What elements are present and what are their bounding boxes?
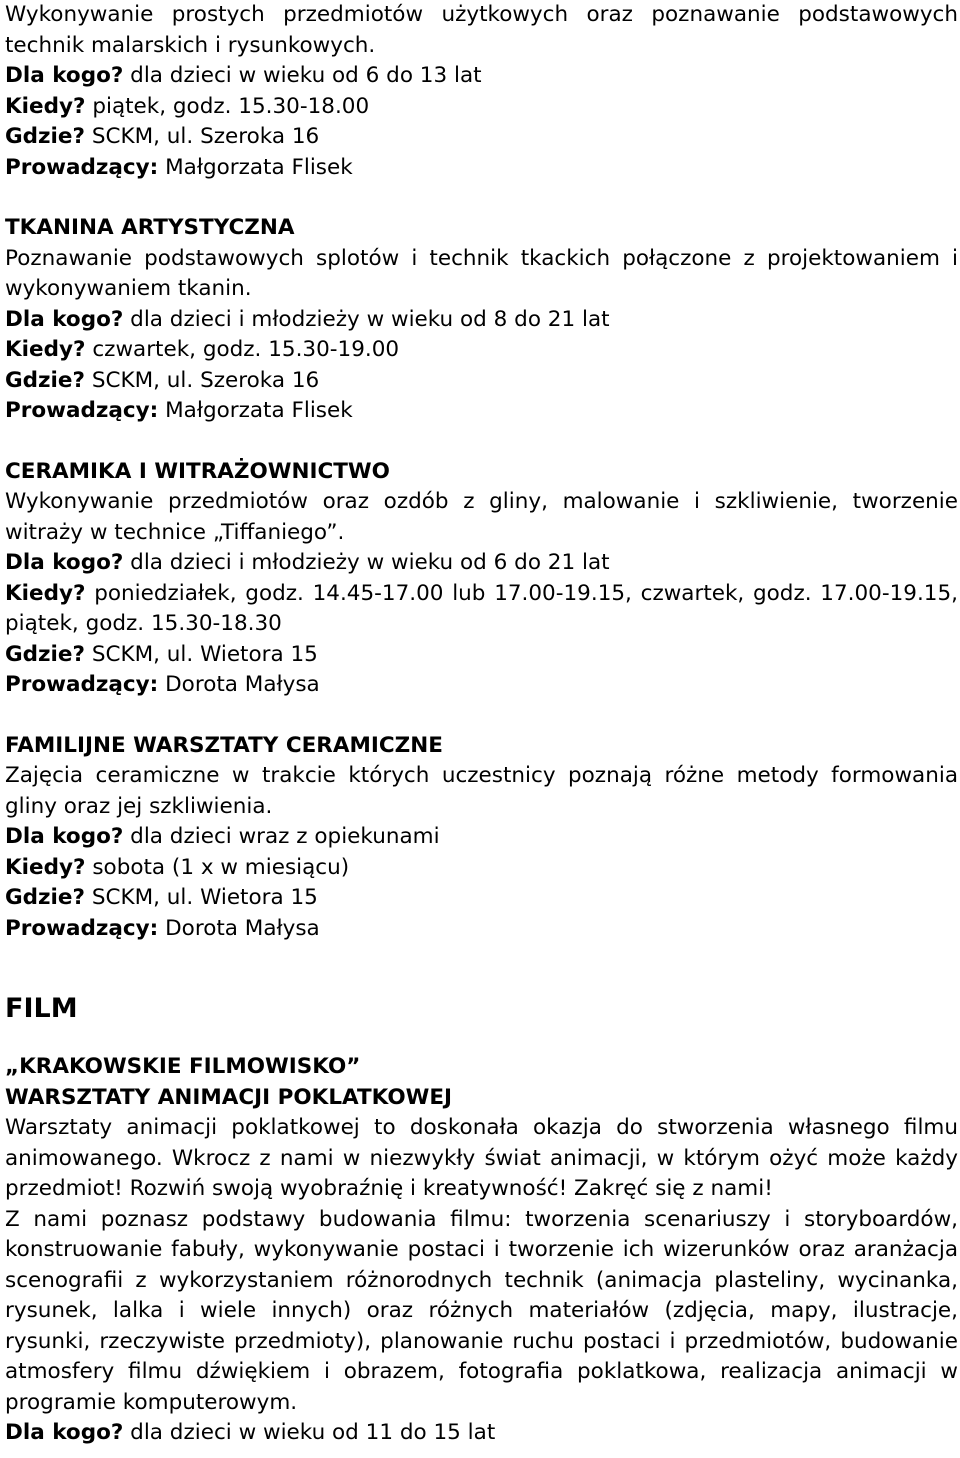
for-whom-value: dla dzieci w wieku od 6 do 13 lat [123,63,482,88]
when-label: Kiedy? [5,337,86,362]
film-title: „KRAKOWSKIE FILMOWISKO” [5,1054,361,1079]
where-value: SCKM, ul. Szeroka 16 [84,124,320,149]
leader-value: Dorota Małysa [158,672,320,697]
where-label: Gdzie? [5,367,85,393]
section-title: TKANINA ARTYSTYCZNA [5,215,295,240]
leader-row [5,914,958,945]
for-whom-value: dla dzieci i młodzieży w wieku od 6 do 21 lat [123,550,610,575]
tkanina-section [5,213,958,427]
section-description: Wykonywanie przedmiotów oraz ozdób z gliny, malowanie i szkliwienie, tworzenie witraży w technice „Tiffaniego”. [5,489,958,545]
where-label: Gdzie? [5,641,85,667]
where-value: SCKM, ul. Wietora 15 [84,641,318,667]
section-description: Poznawanie podstawowych splotów i technik tkackich połączone z projektowaniem i wykonywaniem tkanin. [5,245,958,301]
when-label: Kiedy? [5,93,86,119]
leader-label: Prowadzący: [5,672,159,697]
where-label: Gdzie? [5,124,85,149]
ceramika-section [5,457,958,701]
leader-row [5,396,958,427]
when-value: poniedziałek, godz. 14.45-17.00 lub 17.00-19.15, czwartek, godz. 17.00-19.15, piątek, godz. 15.30-18.30 [5,580,958,636]
film-paragraph-2: Z nami poznasz podstawy budowania filmu: tworzenia scenariuszy i storyboardów, konstruowanie fabuły, wykonywanie postaci i tworzenie ich wizerunków oraz aranżacja scenografii z wykorzystaniem różnorodnych technik (animacja plasteliny, wycinanka, rysunek, lalka i wiele innych) oraz różnych materiałów (zdjęcia, mapy, ilustracje, rysunki, rzeczywiste przedmioty), planowanie ruchu postaci i przedmiotów, budowanie atmosfery filmu dźwiękiem i obrazem, fotografia poklatkowa, realizacja animacji w programie komputerowym. [5,1206,958,1415]
leader-label: Prowadzący: [5,915,159,941]
familijne-section [5,731,958,945]
section-description: Zajęcia ceramiczne w trakcie których uczestnicy poznają różne metody formowania gliny oraz jej szkliwienia. [5,763,958,819]
intro-where [5,122,958,153]
when-value: piątek, godz. 15.30-18.00 [85,93,370,119]
leader-row [5,670,958,701]
for-whom-value: dla dzieci wraz z opiekunami [123,824,440,849]
intro-when [5,92,958,123]
leader-value: Małgorzata Flisek [158,154,353,180]
for-whom-row [5,548,958,579]
for-whom-value: dla dzieci w wieku od 11 do 15 lat [123,1420,496,1445]
for-whom-row [5,1418,958,1449]
intro-section [5,0,958,183]
film-paragraph-1: Warsztaty animacji poklatkowej to doskonała okazja do stworzenia własnego filmu animowanego. Wkrocz z nami w niezwykły świat animacji, w którym ożyć może każdy przedmiot! Rozwiń swoją wyobraźnię i kreatywność! Zakręć się z nami! [5,1115,958,1201]
intro-leader [5,153,958,184]
section-title: FAMILIJNE WARSZTATY CERAMICZNE [5,732,443,758]
where-row [5,883,958,914]
for-whom-label: Dla kogo? [5,306,124,332]
where-value: SCKM, ul. Wietora 15 [84,885,318,910]
where-value: SCKM, ul. Szeroka 16 [84,367,320,393]
when-label: Kiedy? [5,854,86,880]
when-label: Kiedy? [5,580,86,606]
for-whom-row [5,822,958,853]
where-label: Gdzie? [5,885,85,910]
for-whom-value: dla dzieci i młodzieży w wieku od 8 do 21 lat [123,306,610,332]
leader-value: Małgorzata Flisek [158,398,353,423]
for-whom-label: Dla kogo? [5,824,124,849]
film-heading: FILM [5,993,78,1024]
when-value: sobota (1 x w miesiącu) [85,854,350,880]
when-value: czwartek, godz. 15.30-19.00 [85,337,400,362]
when-row [5,335,958,366]
film-section [5,992,958,1449]
intro-description: Wykonywanie prostych przedmiotów użytkowych oraz poznawanie podstawowych technik malarskich i rysunkowych. [5,2,958,58]
for-whom-label: Dla kogo? [5,63,124,88]
leader-value: Dorota Małysa [158,915,320,941]
where-row [5,366,958,397]
where-row [5,640,958,671]
intro-for-whom [5,61,958,92]
for-whom-row [5,305,958,336]
film-subtitle: WARSZTATY ANIMACJI POKLATKOWEJ [5,1084,453,1110]
for-whom-label: Dla kogo? [5,1420,124,1445]
leader-label: Prowadzący: [5,398,159,423]
when-row [5,579,958,640]
when-row [5,853,958,884]
for-whom-label: Dla kogo? [5,550,124,575]
section-title: CERAMIKA I WITRAŻOWNICTWO [5,458,390,484]
leader-label: Prowadzący: [5,154,159,180]
